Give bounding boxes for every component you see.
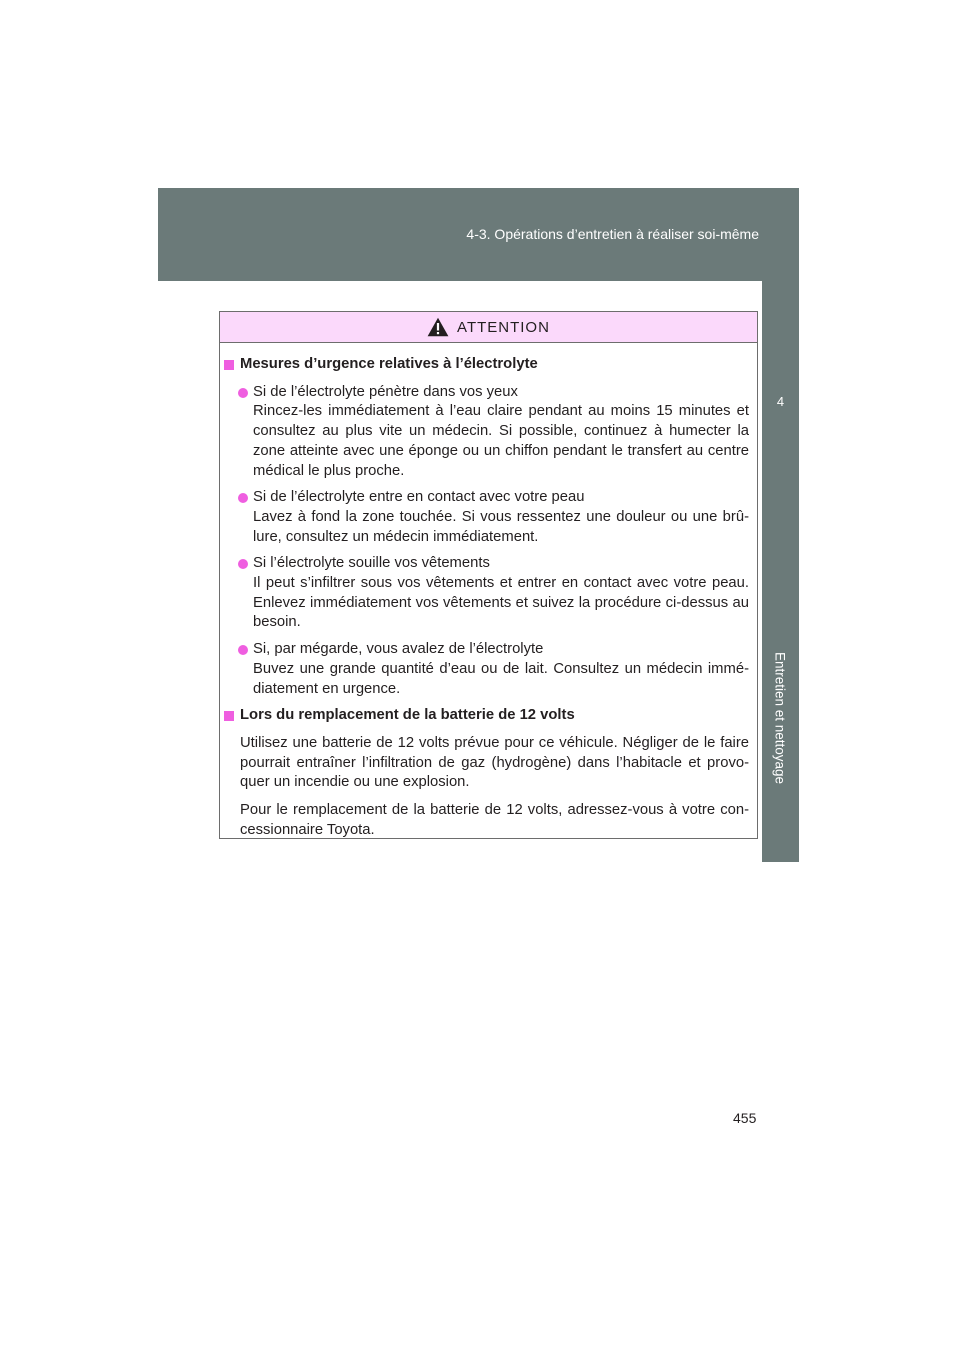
battery-paragraph: Utilisez une batterie de 12 volts prévue pour ce véhicule. Négliger de le faire pourrait entraîner l’infiltration de gaz (hydrogène) dans l’habitacle et provo-quer un incendie ou une explosion. (240, 734, 749, 791)
item-text: Lavez à fond la zone touchée. Si vous ressentez une douleur ou une brû-lure, consultez un médecin immédiatement. (253, 508, 749, 545)
item-title: Si, par mégarde, vous avalez de l’électrolyte (253, 641, 544, 658)
attention-box (219, 311, 758, 839)
round-bullet-icon (238, 645, 248, 655)
item-title: Si l’électrolyte souille vos vêtements (253, 555, 490, 572)
section-heading-electrolyte: Mesures d’urgence relatives à l’électrolyte (224, 355, 749, 375)
list-item (238, 488, 749, 547)
attention-title: ATTENTION (457, 318, 550, 336)
round-bullet-icon (238, 559, 248, 569)
section-heading-battery: Lors du remplacement de la batterie de 12 volts (224, 706, 749, 726)
attention-content (220, 343, 757, 840)
chapter-section-title: 4-3. Opérations d’entretien à réaliser soi-même (466, 226, 759, 242)
round-bullet-icon (238, 388, 248, 398)
side-tab-chapter-label: Entretien et nettoyage (772, 651, 788, 785)
item-text: Buvez une grande quantité d’eau ou de lait. Consultez un médecin immé-diatement en urgence. (253, 660, 749, 697)
square-bullet-icon (224, 711, 234, 721)
side-tab-chapter-number: 4 (762, 361, 799, 442)
warning-triangle-icon (427, 317, 449, 337)
list-item (238, 554, 749, 633)
chapter-header-band (158, 188, 799, 281)
item-text: Il peut s’infiltrer sous vos vêtements et entrer en contact avec votre peau. Enlevez immédiatement vos vêtements et suivez la procédure ci-dessus au besoin. (253, 575, 749, 631)
list-item (238, 640, 749, 699)
side-tab-upper (762, 281, 799, 361)
square-bullet-icon (224, 360, 234, 370)
item-text: Rincez-les immédiatement à l’eau claire pendant au moins 15 minutes et consultez au plus vite un médecin. Si possible, continuez à humecter la zone atteinte avec une éponge ou un chiffon pendant le transfert au centre médical le plus proche. (253, 403, 749, 479)
page-number: 455 (733, 1110, 757, 1126)
list-item (238, 383, 749, 482)
item-title: Si de l’électrolyte entre en contact avec votre peau (253, 489, 585, 506)
item-title: Si de l’électrolyte pénètre dans vos yeux (253, 383, 518, 400)
attention-header (220, 312, 757, 343)
battery-paragraph: Pour le remplacement de la batterie de 12 volts, adressez-vous à votre con-cessionnaire Toyota. (240, 802, 749, 838)
round-bullet-icon (238, 493, 248, 503)
